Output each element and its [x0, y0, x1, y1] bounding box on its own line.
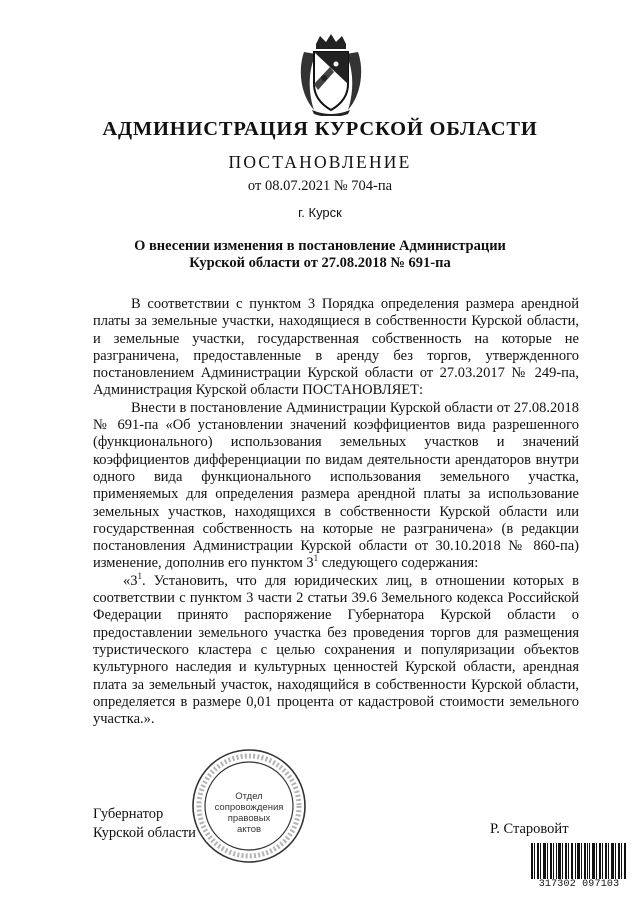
document-type: ПОСТАНОВЛЕНИЕ	[228, 152, 412, 172]
paragraph-preamble: В соответствии с пунктом 3 Порядка определения размера арендной платы за земельные участки, находящиеся в собственности Курской области, и земельные участки, государственная собственность на которые не разграничена, предоставленные в аренду без торгов, утвержденного постановлением Администрации Курской области от 27.03.2017 № 249-па, Администрация Курской области ПОСТАНОВЛЯЕТ:	[93, 296, 579, 399]
subject-line-1: О внесении изменения в постановление Администрации	[134, 238, 506, 254]
signatory-name: Р. Старовойт	[490, 821, 569, 837]
kursk-region-coat-of-arms-icon	[296, 34, 366, 116]
seal-text-line-3: правовых	[227, 813, 271, 824]
barcode-icon	[531, 843, 627, 879]
seal-text-line-4: актов	[236, 824, 262, 835]
paragraph-resolution-text: Внести в постановление Администрации Курской области от 27.08.2018 № 691-па «Об установлении значений коэффициентов вида разрешенного (функционального) использования земельных участков и значений коэффициентов дифференциации по видам деятельности арендаторов внутри одного вида функционального использования земельного участка, применяемых для определения размера арендной платы за использование земельных участков, находящихся в собственности Курской области или государственная собственность на которые не разграничена» (в редакции постановления Администрации Курской области от 30.10.2018 № 860-па) изменение, дополнив его пунктом 3	[93, 399, 579, 572]
document-subject	[0, 238, 640, 272]
paragraph-amendment-lead: «3	[123, 572, 138, 589]
subject-line-2: Курской области от 27.08.2018 № 691-па	[189, 255, 451, 271]
paragraph-resolution	[93, 400, 579, 573]
seal-text-line-2: сопровождения	[214, 802, 284, 813]
signatory-position-line-2: Курской области	[93, 825, 196, 841]
barcode-number: 317302 097103	[538, 879, 620, 890]
seal-text-line-1: Отдел	[235, 791, 263, 802]
superscript: 1	[313, 553, 319, 564]
signatory-position	[93, 805, 196, 843]
seal-text	[214, 791, 284, 835]
paragraph-amendment-text: . Установить, что для юридических лиц, в отношении которых в соответствии с пунктом 3 части 2 статьи 39.6 Земельного кодекса Российской Федерации принято распоряжение Губернатора Курской области о предоставлении земельного участка без проведения торгов для размещения туристического кластера с целью сохранения и популяризации объектов культурного наследия и культурных ценностей Курской области, арендная плата за земельный участок, находящийся в собственности Курской области, определяется в размере 0,01 процента от кадастровой стоимости земельного участка.».	[93, 572, 579, 728]
document-city: г. Курск	[298, 205, 342, 220]
document-body	[93, 296, 579, 728]
organization-title: АДМИНИСТРАЦИЯ КУРСКОЙ ОБЛАСТИ	[102, 118, 538, 140]
paragraph-amendment	[93, 570, 579, 729]
document-date-number: от 08.07.2021 № 704-па	[247, 178, 393, 194]
superscript: 1	[137, 570, 142, 581]
paragraph-resolution-tail: следующего содержания:	[318, 555, 479, 572]
signatory-position-line-1: Губернатор	[93, 806, 164, 822]
